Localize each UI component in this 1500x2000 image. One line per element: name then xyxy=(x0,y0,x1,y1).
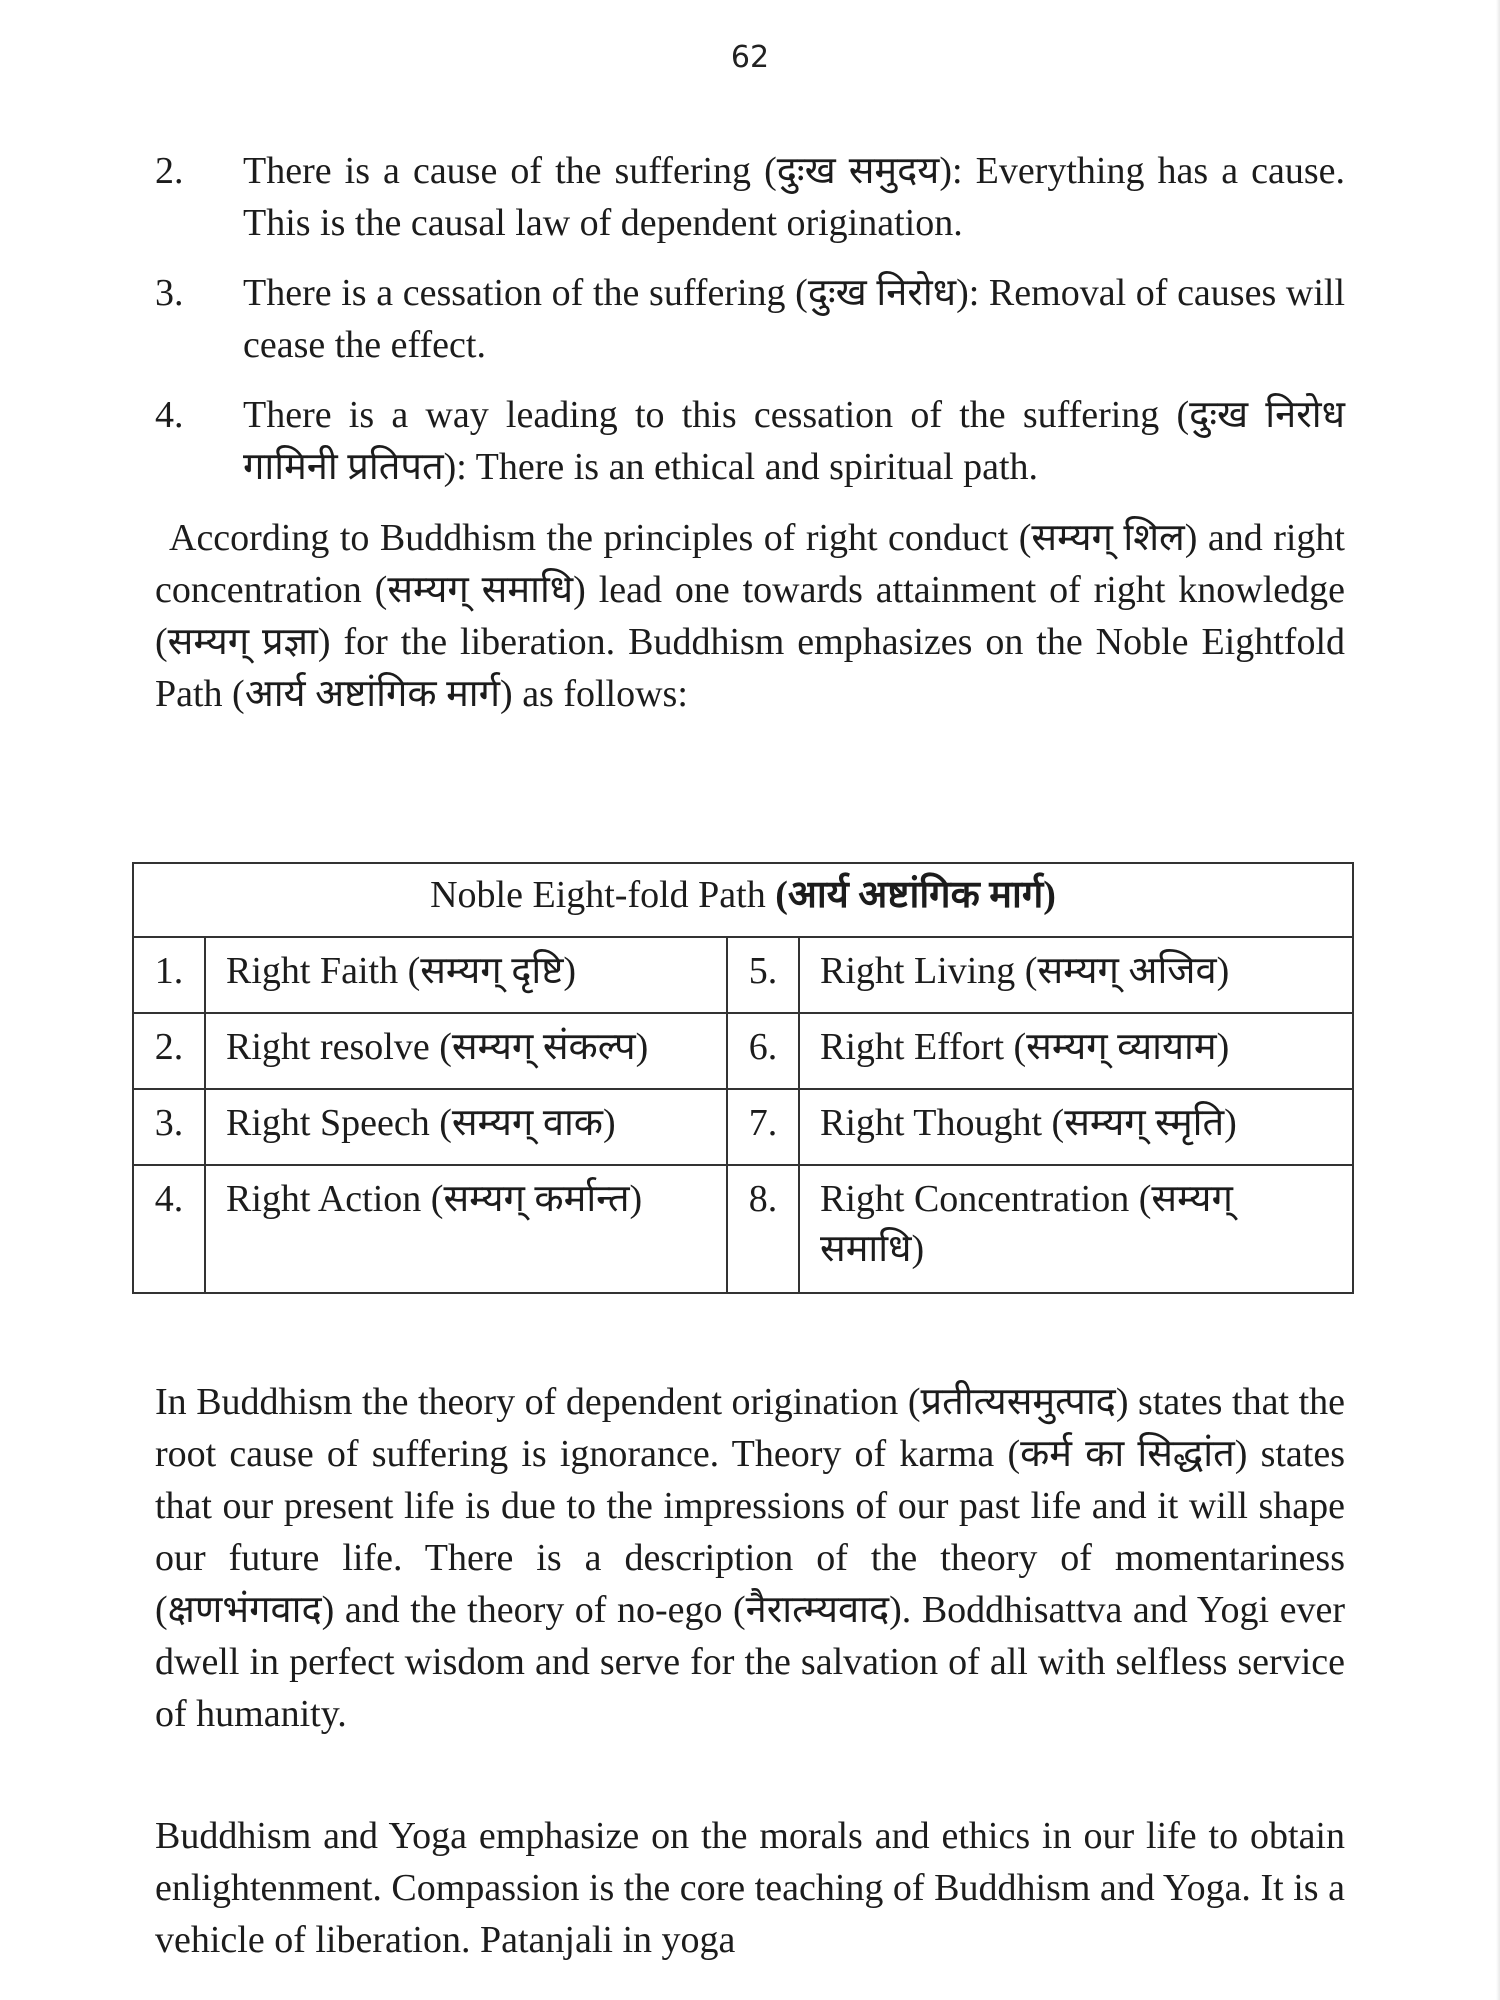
list-item-text: There is a way leading to this cessation of the suffering (दुःख निरोध गामिनी प्रतिपत): There is an ethical and spiritual path. xyxy=(243,394,1345,488)
table-cell-path: Right resolve (सम्यग् संकल्प) xyxy=(205,1013,727,1089)
list-item xyxy=(155,145,1345,249)
list-item xyxy=(155,389,1345,493)
table-caption-hindi: (आर्य अष्टांगिक मार्ग) xyxy=(775,874,1056,916)
table-caption xyxy=(133,863,1353,937)
table-cell-path: Right Concentration (सम्यग् समाधि) xyxy=(799,1165,1353,1293)
table-caption-english: Noble Eight-fold Path xyxy=(430,874,766,916)
page-number: 62 xyxy=(730,40,770,75)
list-item-number: 3. xyxy=(155,272,184,314)
table-cell-number: 7. xyxy=(727,1089,799,1165)
list-item xyxy=(155,267,1345,371)
list-item-number: 4. xyxy=(155,394,184,436)
table-cell-number: 4. xyxy=(133,1165,205,1293)
table-row xyxy=(133,1089,1353,1165)
list-item-text: There is a cause of the suffering (दुःख समुदय): Everything has a cause. This is the causal law of dependent origination. xyxy=(243,150,1346,244)
page-edge-shadow xyxy=(1496,0,1500,2000)
table-cell-path: Right Faith (सम्यग् दृष्टि) xyxy=(205,937,727,1013)
list-item-number: 2. xyxy=(155,150,184,192)
origination-paragraph: In Buddhism the theory of dependent origination (प्रतीत्यसमुत्पाद) states that the root cause of suffering is ignorance. Theory of karma (कर्म का सिद्धांत) states that our present life is due to the impressions of our past life and it will shape our future life. There is a description of the theory of momentariness (क्षणभंगवाद) and the theory of no-ego (नैरात्म्यवाद). Boddhisattva and Yogi ever dwell in perfect wisdom and serve for the salvation of all with selfless service of humanity. xyxy=(155,1381,1345,1735)
table-cell-path: Right Speech (सम्यग् वाक) xyxy=(205,1089,727,1165)
table-cell-number: 2. xyxy=(133,1013,205,1089)
table-cell-number: 6. xyxy=(727,1013,799,1089)
table-cell-number: 8. xyxy=(727,1165,799,1293)
table-cell-path: Right Action (सम्यग् कर्मान्त) xyxy=(205,1165,727,1293)
noble-truths-list xyxy=(155,145,1345,511)
list-item-text: There is a cessation of the suffering (दुःख निरोध): Removal of causes will cease the effect. xyxy=(243,272,1345,366)
table-cell-number: 3. xyxy=(133,1089,205,1165)
eightfold-path-table xyxy=(132,862,1354,1294)
table-row xyxy=(133,937,1353,1013)
table-cell-path: Right Living (सम्यग् अजिव) xyxy=(799,937,1353,1013)
ethics-paragraph: Buddhism and Yoga emphasize on the morals and ethics in our life to obtain enlightenment. Compassion is the core teaching of Buddhism and Yoga. It is a vehicle of liberation. Patanjali in yoga xyxy=(155,1815,1345,1961)
table-cell-path: Right Effort (सम्यग् व्यायाम) xyxy=(799,1013,1353,1089)
intro-paragraph: According to Buddhism the principles of right conduct (सम्यग् शिल) and right concentration (सम्यग् समाधि) lead one towards attainment of right knowledge (सम्यग् प्रज्ञा) for the liberation. Buddhism emphasizes on the Noble Eightfold Path (आर्य अष्टांगिक मार्ग) as follows: xyxy=(155,517,1345,715)
table-cell-number: 1. xyxy=(133,937,205,1013)
table-cell-path: Right Thought (सम्यग् स्मृति) xyxy=(799,1089,1353,1165)
table-cell-number: 5. xyxy=(727,937,799,1013)
table-row xyxy=(133,1165,1353,1293)
table-row xyxy=(133,1013,1353,1089)
